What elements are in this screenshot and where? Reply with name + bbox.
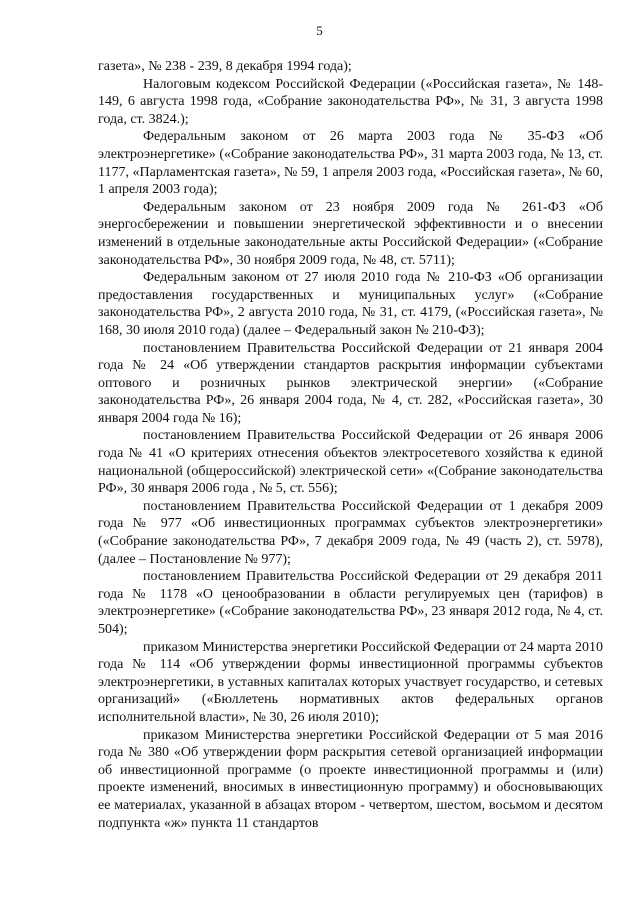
paragraph-resolution-1178: постановлением Правительства Российской Федерации от 29 декабря 2011 года № 1178 «О ценообразовании в области регулируемых цен (тарифов) в электроэнергетике» («Собрание законодательства РФ», 23 января 2012 года, № 4, ст. 504); (98, 569, 603, 637)
paragraph-resolution-977: постановлением Правительства Российской Федерации от 1 декабря 2009 года № 977 «Об инвестиционных программах субъектов электроэнергетики» («Собрание законодательства РФ», 7 декабря 2009 года, № 49 (часть 2), ст. 5978), (далее – Постановление № 977); (98, 498, 603, 567)
paragraph-tax-code: Налоговым кодексом Российской Федерации («Российская газета», № 148-149, 6 августа 1998 года, «Собрание законодательства РФ», № 31, 3 августа 1998 года, ст. 3824.); (98, 76, 603, 127)
paragraph-resolution-24: постановлением Правительства Российской Федерации от 21 января 2004 года № 24 «Об утверждении стандартов раскрытия информации субъектами оптового и розничных рынков электрической энергии» («Собрание законодательства РФ», 26 января 2004 года, № 4, ст. 282, «Российская газета», 30 января 2004 года № 16); (98, 340, 603, 426)
page-number: 5 (316, 23, 323, 38)
paragraph-continuation: газета», № 238 - 239, 8 декабря 1994 года); (98, 59, 352, 74)
paragraph-order-380: приказом Министерства энергетики Российской Федерации от 5 мая 2016 года № 380 «Об утверждении форм раскрытия сетевой организацией информации об инвестиционной программе (о проекте инвестиционной программы и (или) проекте изменений, вносимых в инвестиционную программу) и обосновывающих ее материалах, указанной в абзацах втором - четвертом, шестом, восьмом и десятом подпункта «ж» пункта 11 стандартов (98, 727, 603, 831)
paragraph-law-35-fz: Федеральным законом от 26 марта 2003 года № 35-ФЗ «Об электроэнергетике» («Собрание законодательства РФ», 31 марта 2003 года, № 13, ст. 1177, «Парламентская газета», № 59, 1 апреля 2003 года, «Российская газета», № 60, 1 апреля 2003 года); (98, 129, 603, 198)
paragraph-law-210-fz: Федеральным законом от 27 июля 2010 года № 210-ФЗ «Об организации предоставления государственных и муниципальных услуг» («Собрание законодательства РФ», 2 августа 2010 года, № 31, ст. 4179, («Российская газета», № 168, 30 июля 2010 года) (далее – Федеральный закон № 210-ФЗ); (98, 270, 603, 338)
paragraph-order-114: приказом Министерства энергетики Российской Федерации от 24 марта 2010 года № 114 «Об утверждении формы инвестиционной программы субъектов электроэнергетики, в уставных капиталах которых участвует государство, и сетевых организаций» («Бюллетень нормативных актов федеральных органов исполнительной власти», № 30, 26 июля 2010); (98, 639, 604, 725)
paragraph-law-261-fz: Федеральным законом от 23 ноября 2009 года № 261-ФЗ «Об энергосбережении и повышении энергетической эффективности и о внесении изменений в отдельные законодательные акты Российской Федерации» («Собрание законодательства РФ», 30 ноября 2009 года, № 48, ст. 5711); (98, 199, 603, 268)
paragraph-resolution-41: постановлением Правительства Российской Федерации от 26 января 2006 года № 41 «О критериях отнесения объектов электросетевого хозяйства к единой национальной (общероссийской) электрической сети» «(Собрание законодательства РФ», 30 января 2006 года , № 5, ст. 556); (98, 428, 603, 497)
document-body (98, 58, 603, 832)
